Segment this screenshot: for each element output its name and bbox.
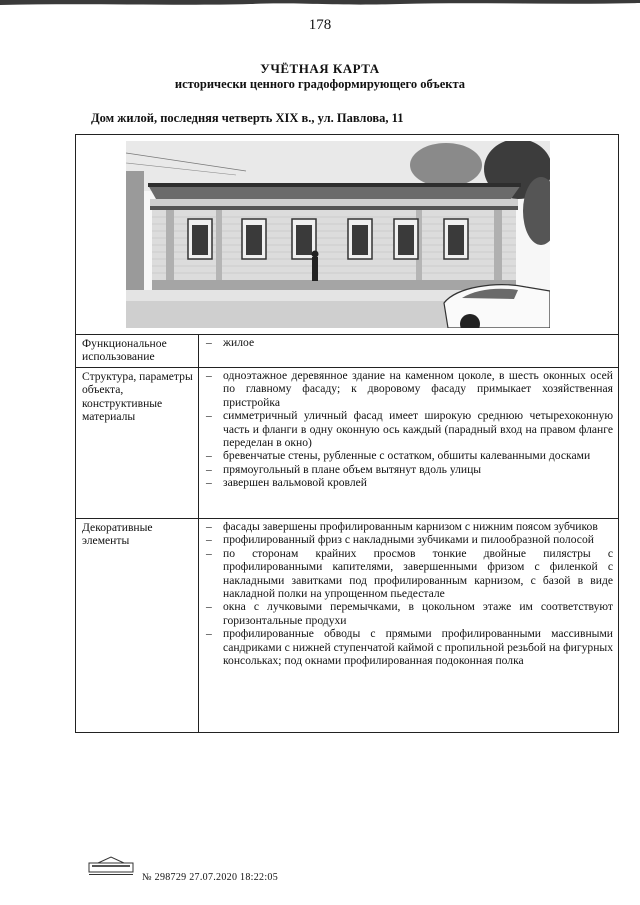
row-structure — [76, 368, 618, 519]
list-item: – жилое — [223, 336, 613, 349]
object-heading: Дом жилой, последняя четверть XIX в., ул. Павлова, 11 — [91, 111, 404, 125]
row-content — [198, 519, 619, 732]
list-item: – профилированный фриз с накладными зубчиками и пилообразной полосой — [223, 533, 613, 546]
photo-cell — [76, 135, 618, 335]
row-content — [198, 368, 619, 518]
list-item: – симметричный уличный фасад имеет широкую среднюю четырехоконную часть и фланги в одну оконную ось каждый (парадный вход на правом фланге переделан в окно) — [223, 409, 613, 449]
list-item: – прямоугольный в плане объем вытянут вдоль улицы — [223, 463, 613, 476]
list-item: – фасады завершены профилированным карнизом с нижним поясом зубчиков — [223, 520, 613, 533]
scan-edge-artifact — [0, 0, 640, 8]
list-item: – одноэтажное деревянное здание на каменном цоколе, в шесть оконных осей по главному фасаду; к дворовому фасаду примыкает хозяйственная пристройка — [223, 369, 613, 409]
list-item: – завершен вальмовой кровлей — [223, 476, 613, 489]
list-item: – бревенчатые стены, рубленные с остатком, обшиты калеванными досками — [223, 449, 613, 462]
row-content — [198, 335, 619, 367]
row-label: Структура, параметры объекта, конструктивные материалы — [82, 370, 193, 424]
building-photo — [126, 141, 550, 328]
list-item: – профилированные обводы с прямыми профилированными массивными сандриками с нижней ступенчатой каймой с пропильной резьбой на фигурных консольках; под окнами профилированная подоконная полка — [223, 627, 613, 667]
document-footer-stamp: № 298729 27.07.2020 18:22:05 — [142, 872, 278, 883]
list-item: – окна с лучковыми перемычками, в цокольном этаже им соответствуют горизонтальные продухи — [223, 600, 613, 627]
list-item: – по сторонам крайних просмов тонкие двойные пилястры с профилированными капителями, завершенными фризом с филенкой с накладными завитками под профилированным карнизом, с базой в виде накладной полки на упрощенном пьедестале — [223, 547, 613, 601]
row-label: Декоративные элементы — [82, 521, 153, 548]
row-functional-use — [76, 335, 618, 368]
page-number: 178 — [308, 17, 332, 33]
row-decorative — [76, 519, 618, 732]
card-title: УЧЁТНАЯ КАРТА — [260, 61, 380, 76]
document-stamp-icon — [88, 856, 135, 876]
row-label: Функциональное использование — [82, 337, 167, 364]
record-card-table — [75, 134, 619, 733]
card-subtitle: исторически ценного градоформирующего объекта — [174, 77, 466, 91]
